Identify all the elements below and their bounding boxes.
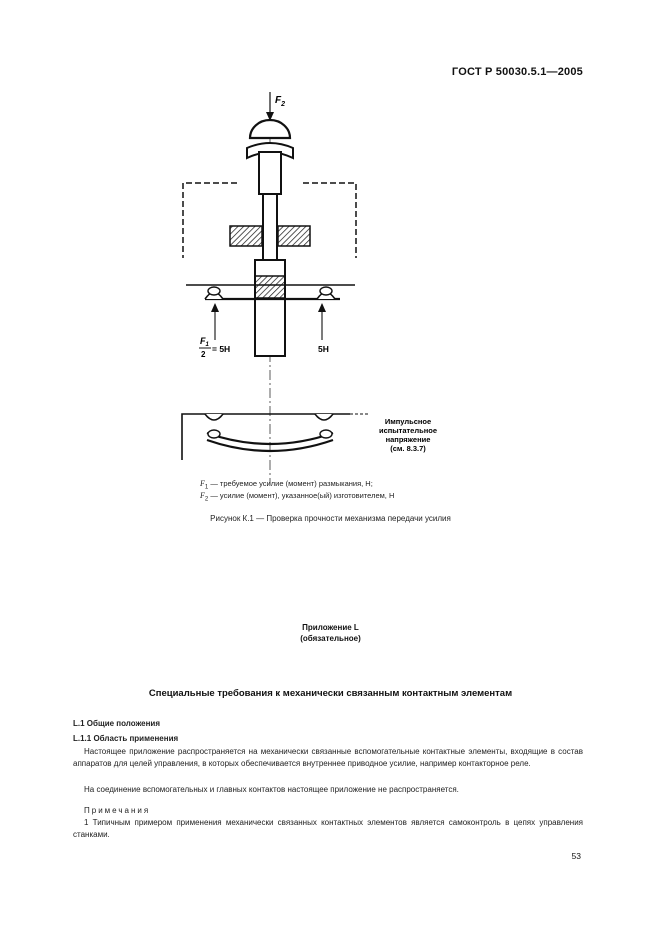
notes-label: Примечания bbox=[84, 806, 151, 815]
arrow-left-force bbox=[211, 303, 219, 312]
guide-block-left bbox=[230, 226, 262, 246]
paragraph-exclusion: На соединение вспомогательных и главных контактов настоящее приложение не распространяется. bbox=[84, 785, 459, 794]
figure-legend-line-2: $F_2$ — усилие (момент), указанное(ый) изготовителем, Н bbox=[200, 491, 395, 503]
lower-contact-left bbox=[205, 414, 223, 420]
arrow-right-force bbox=[318, 303, 326, 312]
label-left-force-value: = 5Н bbox=[212, 344, 231, 354]
label-f2: $F_2$ bbox=[275, 95, 286, 108]
annex-status: (обязательное) bbox=[300, 634, 361, 643]
lower-plunger bbox=[255, 260, 285, 356]
section-title: Специальные требования к механически связанным контактным элементам bbox=[148, 688, 513, 699]
push-button-head bbox=[250, 120, 290, 138]
page-number: 53 bbox=[571, 851, 581, 861]
enclosure-left bbox=[183, 183, 237, 258]
annex-title: Приложение L bbox=[302, 623, 359, 632]
lower-contact-right bbox=[315, 414, 333, 420]
paragraph-scope: Настоящее приложение распространяется на механически связанные вспомогательные контактные элементы, входящие в состав аппаратов для целей управления, в которых обеспечивается внутреннее приводное усилие, например контакторное реле. bbox=[73, 747, 583, 768]
note-1: 1 Типичным примером применения механически связанных контактных элементов является самоконтроль в цепях управления станками. bbox=[73, 818, 583, 839]
figure-legend-line-1: $F_1$ — требуемое усилие (момент) размыкания, Н; bbox=[200, 479, 373, 491]
guide-block-right bbox=[278, 226, 310, 246]
contact-right bbox=[317, 287, 335, 299]
heading-l1-1: L.1.1 Область применения bbox=[73, 734, 179, 743]
svg-text:испытательное: испытательное bbox=[378, 426, 438, 435]
impulse-voltage-label bbox=[379, 417, 437, 453]
label-left-force-num: $F_1$ bbox=[200, 336, 209, 348]
document-header: ГОСТ Р 50030.5.1—2005 bbox=[451, 66, 583, 78]
enclosure-right bbox=[303, 183, 356, 258]
svg-text:(см. 8.3.7): (см. 8.3.7) bbox=[390, 444, 426, 453]
heading-l1: L.1 Общие положения bbox=[73, 719, 160, 728]
annex-heading bbox=[0, 622, 661, 644]
label-right-force: 5Н bbox=[318, 344, 329, 354]
svg-text:напряжение: напряжение bbox=[385, 435, 431, 444]
thin-rod bbox=[263, 194, 277, 260]
label-left-force-den: 2 bbox=[201, 350, 206, 359]
svg-text:Импульсное: Импульсное bbox=[384, 417, 432, 426]
figure-caption: Рисунок К.1 — Проверка прочности механизма передачи усилия bbox=[210, 514, 451, 523]
upper-shaft bbox=[259, 152, 281, 194]
plunger-hatch bbox=[255, 276, 285, 298]
contact-left bbox=[205, 287, 223, 299]
